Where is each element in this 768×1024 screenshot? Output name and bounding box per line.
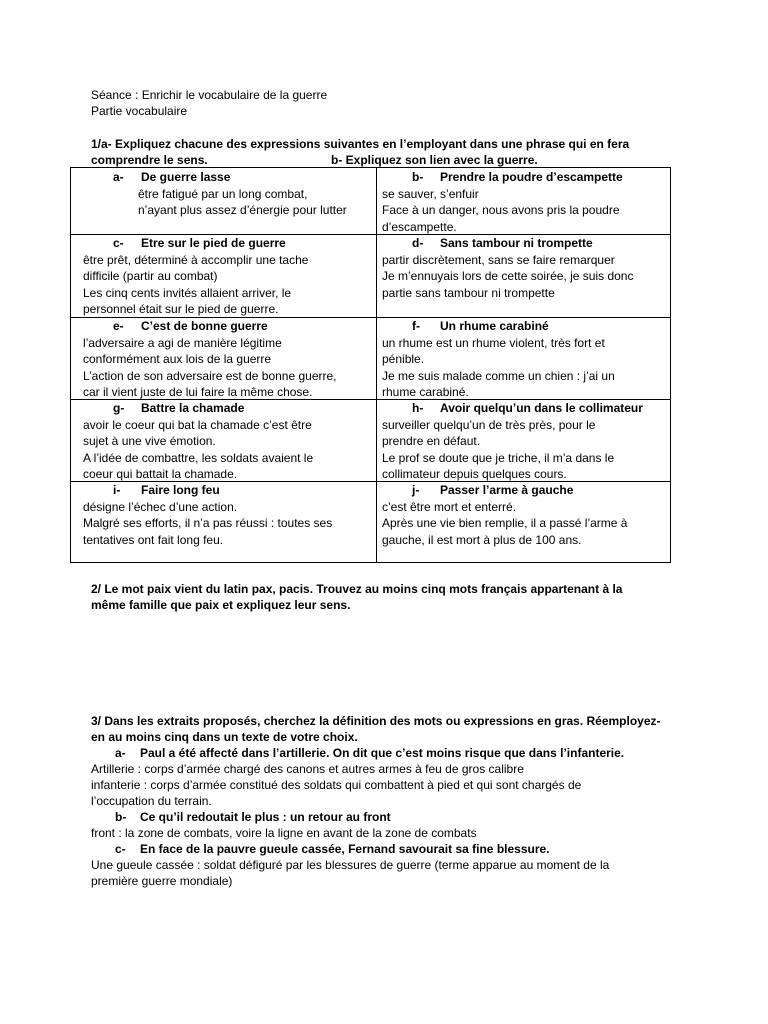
expression-title: Etre sur le pied de guerre [141,236,286,250]
example-line: collimateur depuis quelques cours. [382,467,567,481]
definition-artillerie: Artillerie : corps d’armée chargé des canons et autres armes à feu de gros calibre [91,762,524,776]
definition-front: front : la zone de combats, voire la ligne en avant de la zone de combats [91,826,477,840]
item-label: h- [412,401,424,415]
definition-gueule-cassee-cont: première guerre mondiale) [91,874,233,888]
example-line: personnel était sur le pied de guerre. [83,302,279,316]
example-line: tentatives ont fait long feu. [83,532,224,547]
definition-line: conformément aux lois de la guerre [83,352,272,366]
table-cell-a [83,169,371,219]
example-line: Les cinq cents invités allaient arriver, le [83,285,292,300]
definition-line: pénible. [382,352,425,366]
expression-title: Passer l’arme à gauche [440,483,574,497]
item-label: e- [113,319,124,333]
expression-title: Prendre la poudre d’escampette [440,170,623,184]
definition-line: n’ayant plus assez d’énergie pour lutter [138,203,347,217]
example-line: car il vient juste de lui faire la même chose. [83,385,313,399]
definition-line: surveiller quelqu’un de très près, pour le [382,417,596,432]
question-2-line-1: 2/ Le mot paix vient du latin pax, pacis. Trouvez au moins cinq mots français appartenant à la [91,582,623,596]
definition-line: sujet à une vive émotion. [83,434,216,448]
table-cell-c [83,235,371,318]
table-cell-f [382,318,668,401]
definition-gueule-cassee: Une gueule cassée : soldat défiguré par les blessures de guerre (terme apparue au moment de la [91,858,610,872]
table-cell-j [382,482,668,548]
table-cell-h [382,400,668,483]
example-line: gauche, il est mort à plus de 100 ans. [382,532,582,547]
example-line: Je m’ennuyais lors de cette soirée, je suis donc [382,269,634,283]
table-column-divider [376,168,377,562]
expression-title: Faire long feu [141,483,220,497]
example-line: coeur qui battait la chamade. [83,467,238,481]
question-3-line-1: 3/ Dans les extraits proposés, cherchez la définition des mots ou expressions en gras. Réemployez- [91,714,661,728]
question-2-line-2: même famille que paix et expliquez leur sens. [91,598,351,612]
definition-line: être prêt, déterminé à accomplir une tache [83,252,309,267]
table-cell-i [83,482,371,548]
item-label: b- [412,170,424,184]
definition-line: difficile (partir au combat) [83,269,218,283]
expression-title: De guerre lasse [141,170,231,184]
example-line: Malgré ses efforts, il n’a pas réussi : toutes ses [83,516,333,530]
item-label: j- [412,483,420,497]
definition-line: un rhume est un rhume violent, très fort et [382,335,605,350]
example-line: Face à un danger, nous avons pris la poudre [382,203,620,217]
definition-infanterie-cont: l’occupation du terrain. [91,794,212,808]
definition-line: avoir le coeur qui bat la chamade c’est être [83,417,312,432]
example-line: L’action de son adversaire est de bonne guerre, [83,368,337,383]
example-line: Je me suis malade comme un chien : j’ai un [382,368,615,383]
extract-a-text: Paul a été affecté dans l’artillerie. On dit que c’est moins risque que dans l’infanterie. [140,746,625,760]
extract-b-label: b- [115,810,127,824]
expression-title: Battre la chamade [141,401,245,415]
item-label: d- [412,236,424,250]
example-line: A l’idée de combattre, les soldats avaient le [83,450,314,465]
expression-title: Sans tambour ni trompette [440,236,593,250]
example-line: d’escampette. [382,219,457,234]
example-line: partie sans tambour ni trompette [382,285,555,300]
table-cell-b [382,169,668,235]
definition-line: c’est être mort et enterré. [382,499,517,514]
example-line: Le prof se doute que je triche, il m’a dans le [382,450,615,465]
expression-title: Avoir quelqu’un dans le collimateur [440,401,643,415]
extract-c-label: c- [115,842,126,856]
expression-title: C’est de bonne guerre [141,319,268,333]
question-3-line-2: en au moins cinq dans un texte de votre choix. [91,730,358,744]
session-title: Séance : Enrichir le vocabulaire de la guerre [91,88,328,102]
definition-line: l’adversaire a agi de manière légitime [83,335,282,350]
example-line: Après une vie bien remplie, il a passé l’arme à [382,516,628,530]
extract-b-text: Ce qu’il redoutait le plus : un retour au front [140,810,391,824]
expressions-table [70,167,671,563]
definition-line: partir discrètement, sans se faire remarquer [382,252,615,267]
section-subtitle: Partie vocabulaire [91,104,188,118]
definition-line: prendre en défaut. [382,434,481,448]
table-cell-d [382,235,668,301]
item-label: f- [412,319,420,333]
table-cell-e [83,318,371,401]
question-1-line-2a: comprendre le sens. [91,153,208,167]
question-1-line-2b: b- Expliquez son lien avec la guerre. [331,153,538,167]
expression-title: Un rhume carabiné [440,319,549,333]
item-label: a- [113,170,124,184]
definition-infanterie: infanterie : corps d’armée constitué des soldats qui combattent à pied et qui sont chargés de [91,778,582,792]
item-label: i- [113,483,121,497]
definition-line: se sauver, s’enfuir [382,186,479,201]
example-line: rhume carabiné. [382,385,469,399]
definition-line: être fatigué par un long combat, [138,186,308,201]
extract-c-text: En face de la pauvre gueule cassée, Fernand savourait sa fine blessure. [140,842,550,856]
item-label: c- [113,236,124,250]
definition-line: désigne l’échec d’une action. [83,499,238,514]
extract-a-label: a- [115,746,126,760]
item-label: g- [113,401,125,415]
question-1-line-1: 1/a- Expliquez chacune des expressions suivantes en l’employant dans une phrase qui en fera [91,137,630,151]
table-cell-g [83,400,371,483]
